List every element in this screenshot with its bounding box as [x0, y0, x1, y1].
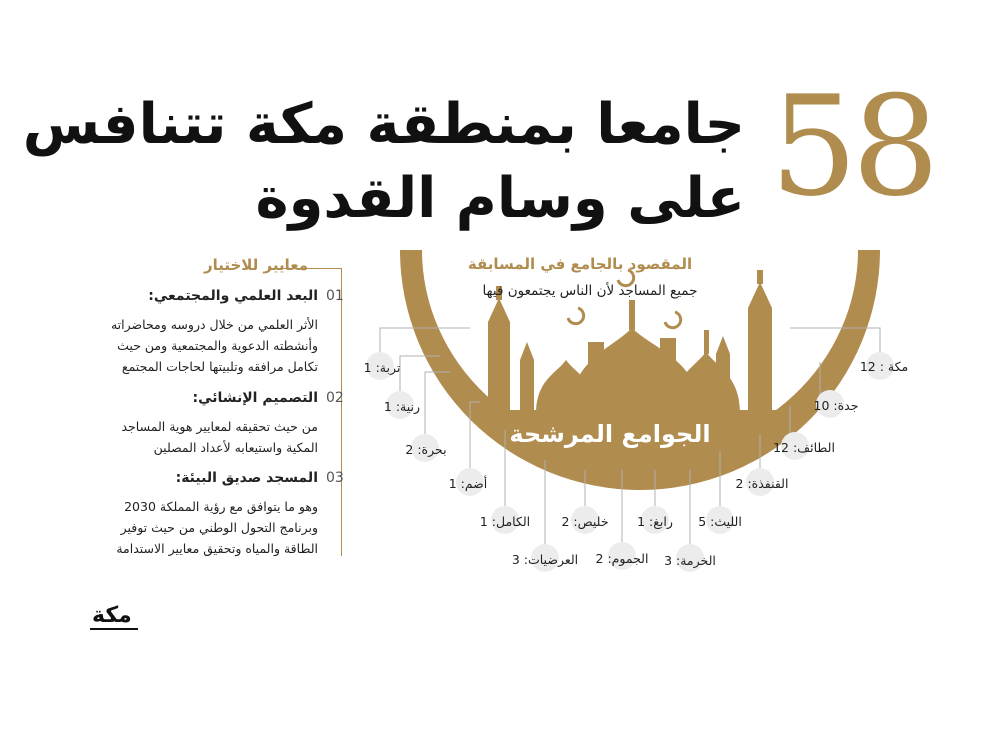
city-label-jumum: الجموم: 2 [595, 551, 649, 566]
city-label-makkah: مكة : 12 [859, 359, 909, 374]
city-label-khurmah: الخرمة: 3 [664, 553, 716, 568]
criterion-number: 03 [326, 470, 344, 486]
city-label-jeddah: جدة: 10 [813, 398, 859, 413]
city-label-raniyah: رنية: 1 [383, 399, 421, 414]
headline-line-2: على وسام القدوة [255, 166, 745, 231]
city-label-qunfudhah: القنفذة: 2 [735, 476, 789, 491]
city-label-bahrah: بحرة: 2 [405, 442, 447, 457]
intro-body: جميع المساجد لأن الناس يجتمعون فيها [482, 283, 698, 299]
criteria-title: معايير للاختيار [203, 256, 308, 274]
criterion-heading: المسجد صديق البيئة: [175, 470, 318, 486]
intro-heading: المقصود بالجامع في المسابقة [467, 255, 693, 273]
criterion-number: 01 [326, 288, 344, 304]
city-label-khulais: خليص: 2 [561, 514, 609, 529]
criteria-vertical-rule [341, 268, 342, 556]
criterion-body: من حيث تحقيقه لمعايير هوية المساجد المكية واستيعابه لأعداد المصلين [121, 419, 318, 455]
headline-line-1: جامعا بمنطقة مكة تتنافس [22, 92, 745, 157]
city-label-adham: أضم: 1 [448, 476, 488, 491]
logo-underline [90, 628, 138, 630]
criterion-body: الأثر العلمي من خلال دروسه ومحاضراته وأنشطته الدعوية والمجتمعية ومن حيث تكامل مرافقه وتلبيتها لحاجات المجتمع [110, 317, 318, 374]
city-label-turabah: تربة: 1 [363, 360, 401, 375]
criterion-body: وهو ما يتوافق مع رؤية المملكة 2030 وبرنامج التحول الوطني من حيث توفير الطاقة والمياه وتحقيق معايير الاستدامة [116, 499, 318, 556]
criteria-title-rule [268, 268, 342, 269]
city-label-rabigh: رابغ: 1 [637, 514, 673, 529]
city-label-taif: الطائف: 12 [773, 440, 835, 455]
mosque-count: 58 [770, 66, 934, 227]
publisher-logo: مكة [92, 603, 132, 628]
city-label-lith: الليث: 5 [698, 514, 742, 529]
city-label-ardiyat: العرضيات: 3 [511, 552, 579, 567]
city-bubbles [366, 352, 894, 572]
criterion-number: 02 [326, 390, 344, 406]
criterion-heading: التصميم الإنشائي: [192, 390, 318, 406]
candidates-banner: الجوامع المرشحة [509, 420, 711, 448]
criterion-heading: البعد العلمي والمجتمعي: [148, 288, 318, 304]
city-label-kamil: الكامل: 1 [479, 514, 531, 529]
